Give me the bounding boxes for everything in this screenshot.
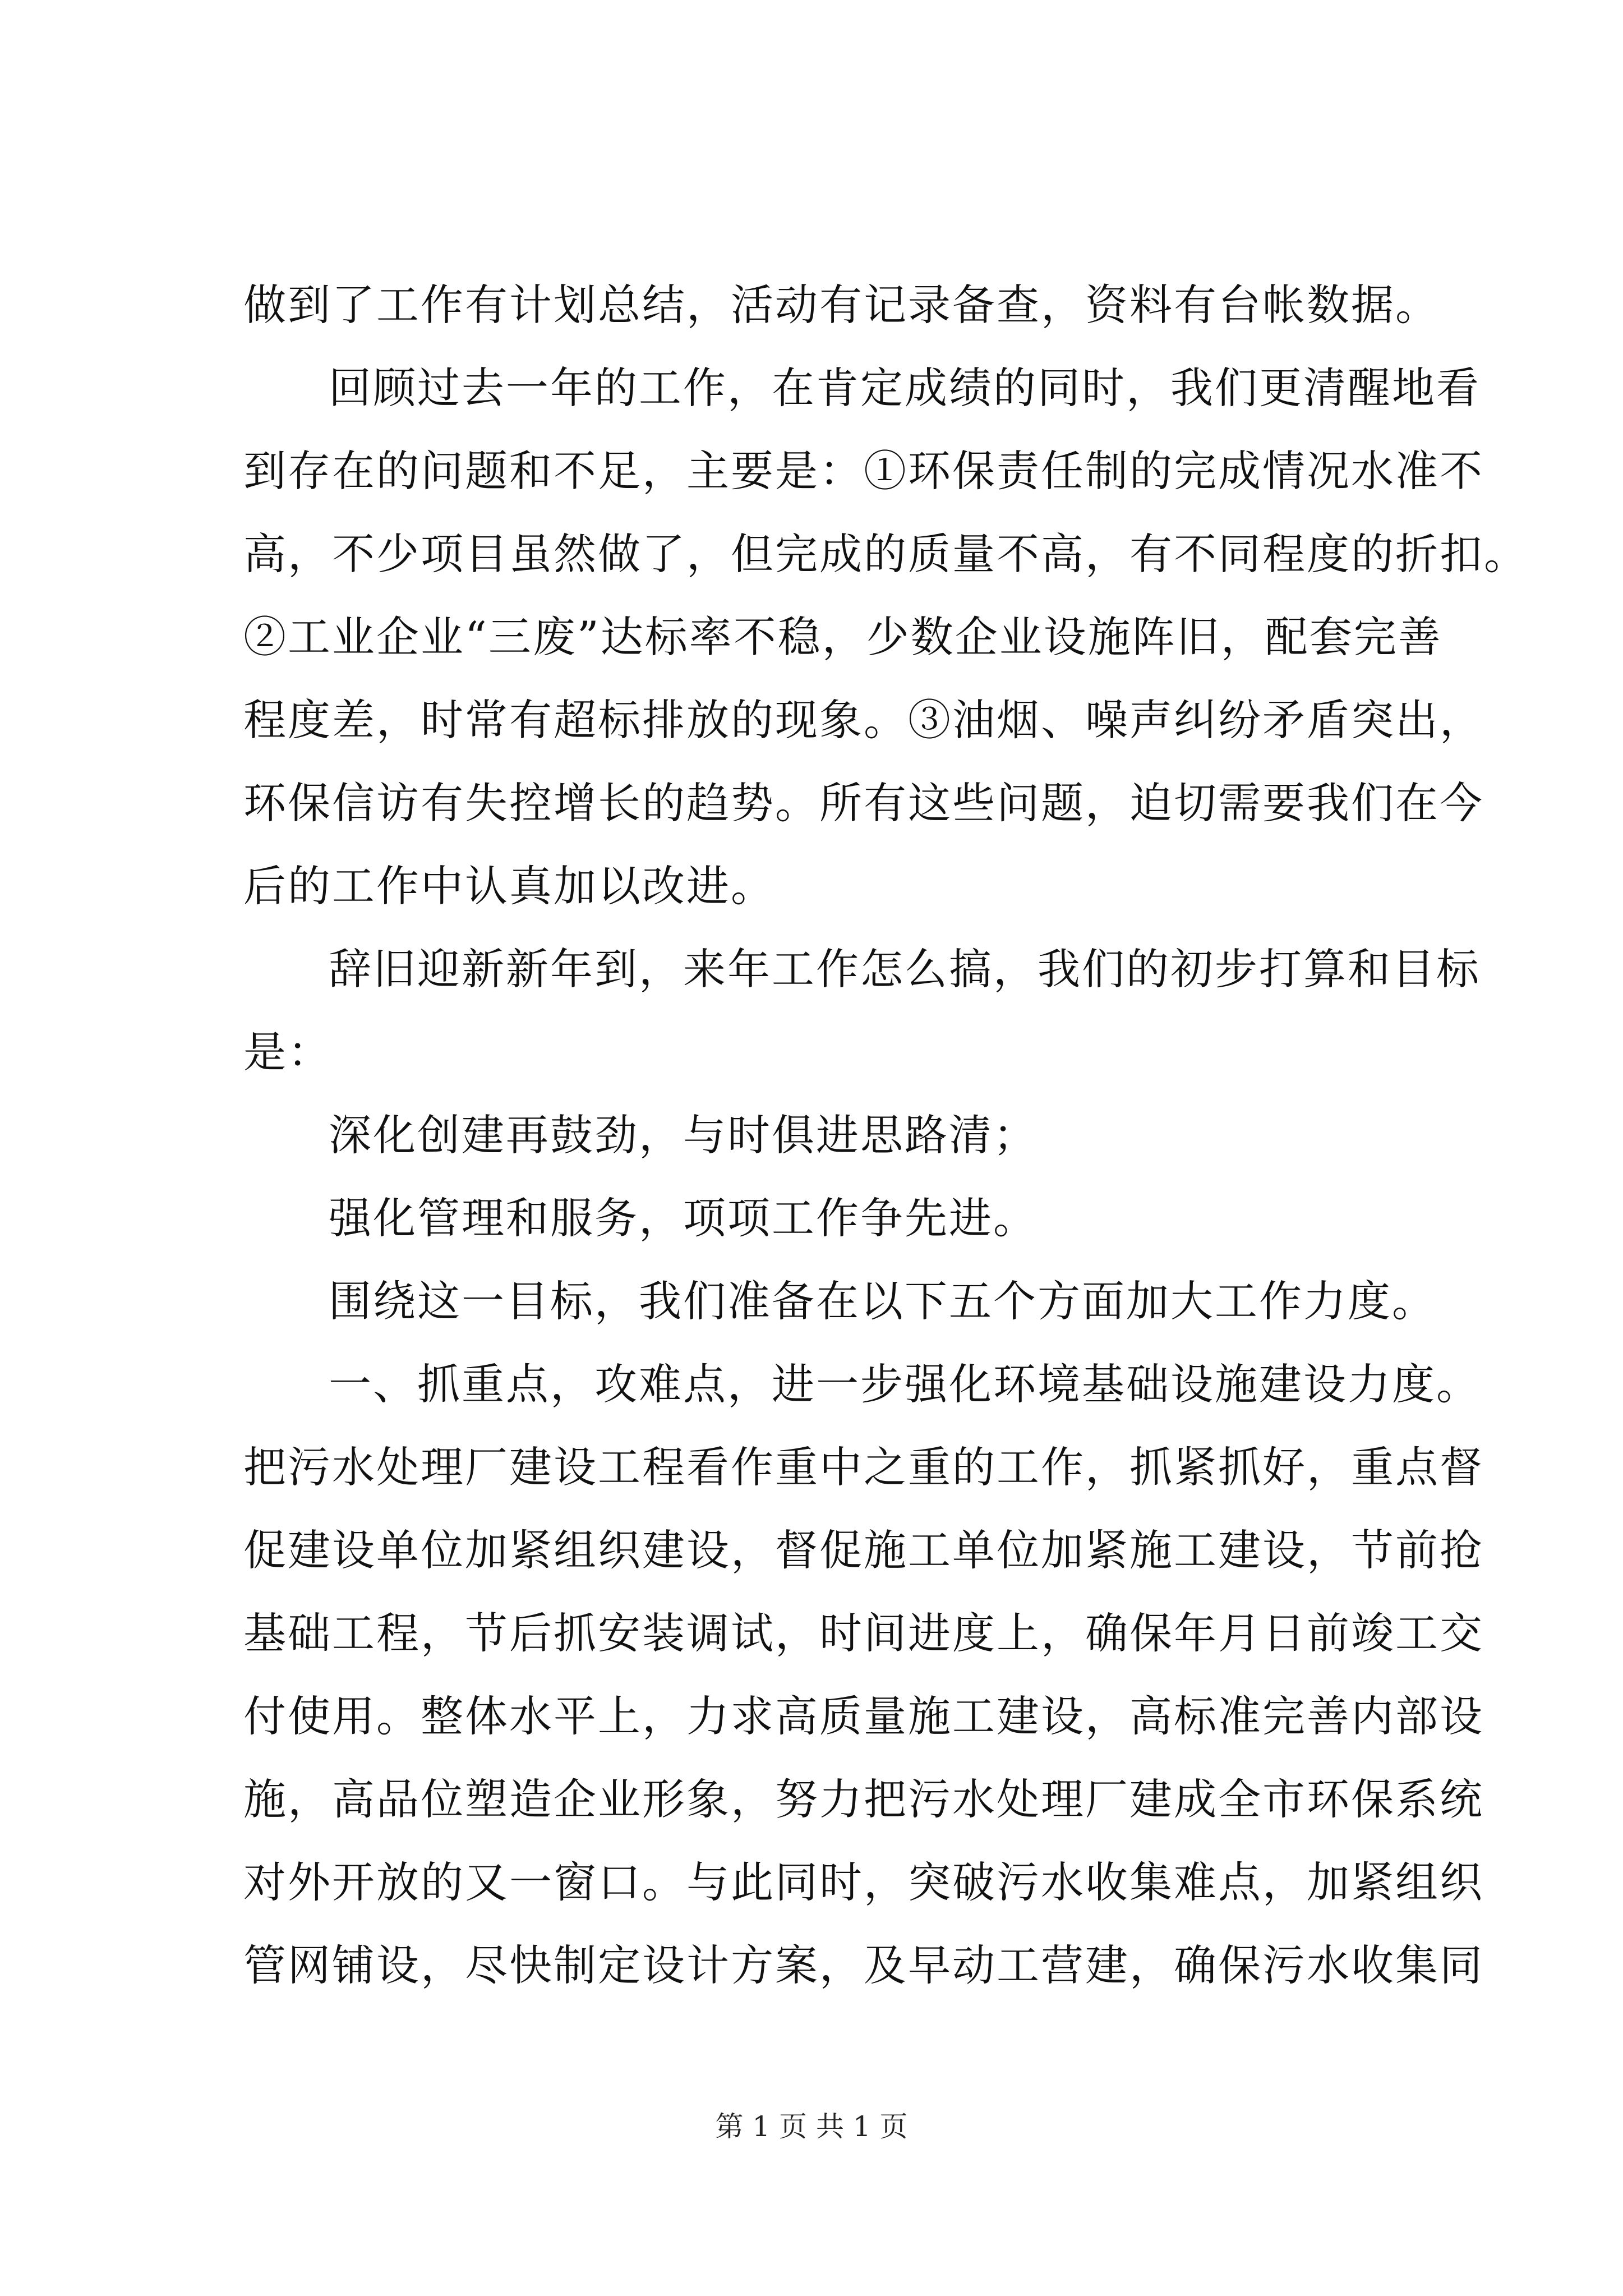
text-line: 施，高品位塑造企业形象，努力把污水处理厂建成全市环保系统 xyxy=(243,1774,1484,1824)
text-line: 把污水处理厂建设工程看作重中之重的工作，抓紧抓好，重点督 xyxy=(243,1442,1484,1492)
text-line: 基础工程，节后抓安装调试，时间进度上，确保年月日前竣工交 xyxy=(243,1608,1484,1658)
text-line: 管网铺设，尽快制定设计方案，及早动工营建，确保污水收集同 xyxy=(243,1940,1484,1990)
text-line: 到存在的问题和不足，主要是：①环保责任制的完成情况水准不 xyxy=(243,446,1484,496)
page-number-label: 第 1 页 共 1 页 xyxy=(715,2110,908,2143)
page-footer xyxy=(0,2107,1623,2146)
text-line: 围绕这一目标，我们准备在以下五个方面加大工作力度。 xyxy=(329,1276,1436,1326)
text-line: 后的工作中认真加以改进。 xyxy=(243,861,775,911)
text-line: 程度差，时常有超标排放的现象。③油烟、噪声纠纷矛盾突出， xyxy=(243,695,1484,745)
text-line: 深化创建再鼓劲，与时俱进思路清； xyxy=(329,1110,1038,1160)
text-line: 做到了工作有计划总结，活动有记录备查，资料有台帐数据。 xyxy=(243,280,1440,330)
text-line: 是： xyxy=(243,1027,332,1077)
document-body xyxy=(243,264,1528,2007)
text-line: ②工业企业“三废”达标率不稳，少数企业设施阵旧，配套完善 xyxy=(243,612,1442,662)
text-line: 促建设单位加紧组织建设，督促施工单位加紧施工建设，节前抢 xyxy=(243,1525,1484,1575)
text-line: 回顾过去一年的工作，在肯定成绩的同时，我们更清醒地看 xyxy=(329,363,1481,413)
text-line: 对外开放的又一窗口。与此同时，突破污水收集难点，加紧组织 xyxy=(243,1857,1484,1907)
text-line: 辞旧迎新新年到，来年工作怎么搞，我们的初步打算和目标 xyxy=(329,944,1481,994)
text-line: 强化管理和服务，项项工作争先进。 xyxy=(329,1193,1038,1243)
text-line: 付使用。整体水平上，力求高质量施工建设，高标准完善内部设 xyxy=(243,1691,1484,1741)
text-line: 高，不少项目虽然做了，但完成的质量不高，有不同程度的折扣。 xyxy=(243,529,1528,579)
section-heading-line: 一、抓重点，攻难点，进一步强化环境基础设施建设力度。 xyxy=(329,1359,1481,1409)
text-line: 环保信访有失控增长的趋势。所有这些问题，迫切需要我们在今 xyxy=(243,778,1484,828)
